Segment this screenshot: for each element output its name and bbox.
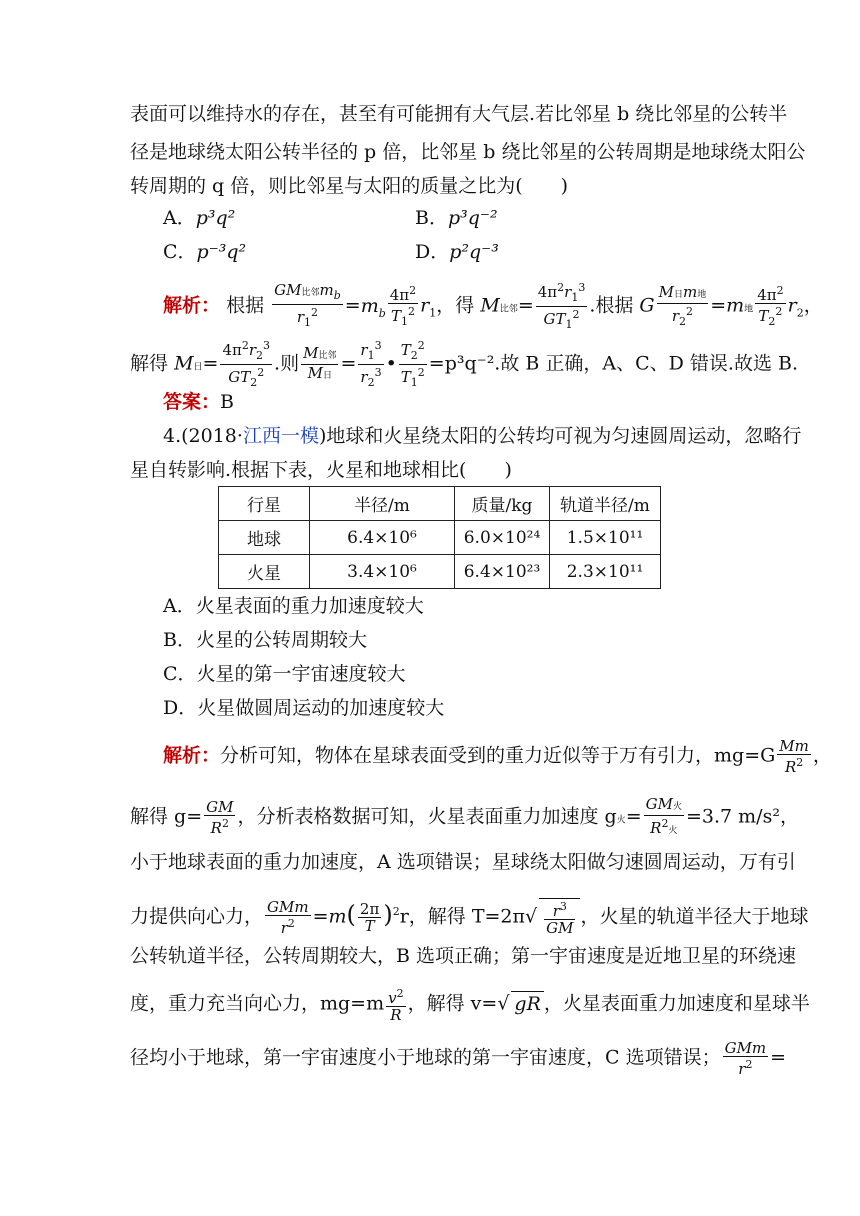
table-cell: 2.3×10¹¹ <box>550 555 661 589</box>
analysis-line: 解得 M日= $\frac{4\pi^2r_2^3}{GT_2^2}$ .则 $\frac{\text{M比邻}}{\text{M日}}$ = $\frac{r_1^3}{r_2^3}$ • $\frac{T_2^2}{T_1^2}$ =p³q⁻².故 B 正确，A、C、D 错误.故选 B. <box>130 339 798 389</box>
table-header-row <box>219 487 661 521</box>
formula-fraction: $\frac{4\pi^2}{T_1^2}$ <box>389 284 417 328</box>
formula-fraction: $\frac{v^2}{R}$ <box>388 987 404 1024</box>
table-cell: 6.4×10²³ <box>455 555 550 589</box>
formula-fraction: $\frac{GM}{R^2}$ <box>206 798 234 837</box>
table-cell: 1.5×10¹¹ <box>550 521 661 555</box>
table-cell: 地球 <box>219 521 310 555</box>
table-cell: 火星 <box>219 555 310 589</box>
option-c: C．p⁻³q² <box>163 241 247 263</box>
analysis-line: 小于地球表面的重力加速度，A 选项错误；星球绕太阳做匀速圆周运动，万有引 <box>130 851 796 873</box>
question-4-line: 4.(2018·江西一模)地球和火星绕太阳的公转均可视为匀速圆周运动，忽略行 <box>163 425 802 447</box>
answer-line <box>163 390 234 414</box>
analysis-line: 解析：分析可知，物体在星球表面受到的重力近似等于万有引力，mg=G $\frac{Mm}{R^2}$ ， <box>163 737 832 776</box>
planet-data-table <box>218 486 661 589</box>
table-row <box>219 521 661 555</box>
formula-fraction: $\frac{\text{GMm}}{r^2}$ <box>267 898 309 937</box>
table-row <box>219 555 661 589</box>
analysis-line: 径均小于地球，第一宇宙速度小于地球的第一宇宙速度，C 选项错误； $\frac{\text{GMm}}{r^2}$ = <box>130 1039 787 1078</box>
question-text-line: 表面可以维持水的存在，甚至有可能拥有大气层.若比邻星 b 绕比邻星的公转半 <box>130 103 788 125</box>
question-text-line: 星自转影响.根据下表，火星和地球相比( ) <box>130 459 512 481</box>
formula-fraction: $\frac{\text{M比邻}}{\text{M日}}$ <box>303 344 337 382</box>
question-source: 江西一模 <box>242 425 319 447</box>
formula-fraction: $\frac{\text{GMm}}{r^2}$ <box>724 1039 767 1078</box>
formula-fraction: $\frac{r^3}{GM}$ <box>546 900 574 937</box>
analysis-label: 解析： <box>163 744 221 767</box>
question-text-line: 径是地球绕太阳公转半径的 p 倍，比邻星 b 绕比邻星的公转周期是地球绕太阳公 <box>130 141 806 163</box>
analysis-line: 力提供向心力， $\frac{\text{GMm}}{r^2}$ =m( $\frac{2\pi}{T}$ )$^2$r，解得 T=2π√ $\frac{r^3}{GM}$ ，火星的轨道半径大于地球 <box>130 898 809 937</box>
question-text-line: 转周期的 q 倍，则比邻星与太阳的质量之比为( ) <box>130 175 569 197</box>
formula-fraction: $\frac{\text{GM火}}{R^2火}$ <box>645 795 682 837</box>
formula-fraction: $\frac{2\pi}{T}$ <box>359 900 380 935</box>
formula-fraction: $\frac{T_2^2}{T_1^2}$ <box>400 339 425 389</box>
analysis-line: 解得 g= $\frac{GM}{R^2}$ ，分析表格数据可知，火星表面重力加速度 g火= $\frac{\text{GM火}}{R^2火}$ =3.7 m/s²， <box>130 795 799 837</box>
sqrt-icon: √ <box>525 905 538 928</box>
table-cell: 3.4×10⁶ <box>310 555 455 589</box>
table-header-cell: 半径/m <box>310 487 455 521</box>
formula-fraction: $\frac{r_1^3}{r_2^3}$ <box>360 339 382 389</box>
table-header-cell: 行星 <box>219 487 310 521</box>
option-a: A．火星表面的重力加速度较大 <box>163 595 424 617</box>
formula-fraction: $\frac{GM比邻m_b}{r_1^2}$ <box>274 281 341 329</box>
answer-label: 答案： <box>163 391 221 413</box>
formula-fraction: $\frac{4\pi^2}{T_2^2}$ <box>757 284 784 328</box>
option-d: D．火星做圆周运动的加速度较大 <box>163 697 445 719</box>
table-cell: 6.4×10⁶ <box>310 521 455 555</box>
option-c: C．火星的第一宇宙速度较大 <box>163 663 406 685</box>
formula-fraction: $\frac{4\pi^2r_2^3}{GT_2^2}$ <box>222 339 271 389</box>
sqrt-icon: √ <box>497 992 510 1015</box>
formula-fraction: $\frac{4\pi^2r_1^3}{GT_1^2}$ <box>537 281 586 331</box>
formula-fraction: $\frac{\text{M日m地}}{r_2^2}$ <box>658 282 707 328</box>
analysis-line: 解析： 根据 $\frac{GM比邻m_b}{r_1^2}$ $=m_b$ $\frac{4\pi^2}{T_1^2}$ $r_1$，得 M比邻= $\frac{4\pi^2r_1^3}{GT_1^2}$ .根据 G $\frac{\text{M日m地}}{r_2^2}$ =m地 $\frac{4\pi^2}{T_2^2}$ $r_2$， <box>163 281 823 331</box>
analysis-line: 度，重力充当向心力，mg=m $\frac{v^2}{R}$ ，解得 v=√ gR ，火星表面重力加速度和星球半 <box>130 987 810 1024</box>
answer-value: B <box>220 391 234 413</box>
option-d: D．p²q⁻³ <box>415 241 499 263</box>
table-cell: 6.0×10²⁴ <box>455 521 550 555</box>
option-b: B．火星的公转周期较大 <box>163 629 367 651</box>
table-header-cell: 质量/kg <box>455 487 550 521</box>
analysis-line: 公转轨道半径，公转周期较大，B 选项正确；第一宇宙速度是近地卫星的环绕速 <box>130 945 797 967</box>
option-b: B．p³q⁻² <box>415 207 498 229</box>
table-header-cell: 轨道半径/m <box>550 487 661 521</box>
option-a: A．p³q² <box>163 207 236 229</box>
formula-fraction: $\frac{Mm}{R^2}$ <box>779 737 809 776</box>
analysis-label: 解析： <box>163 294 221 317</box>
